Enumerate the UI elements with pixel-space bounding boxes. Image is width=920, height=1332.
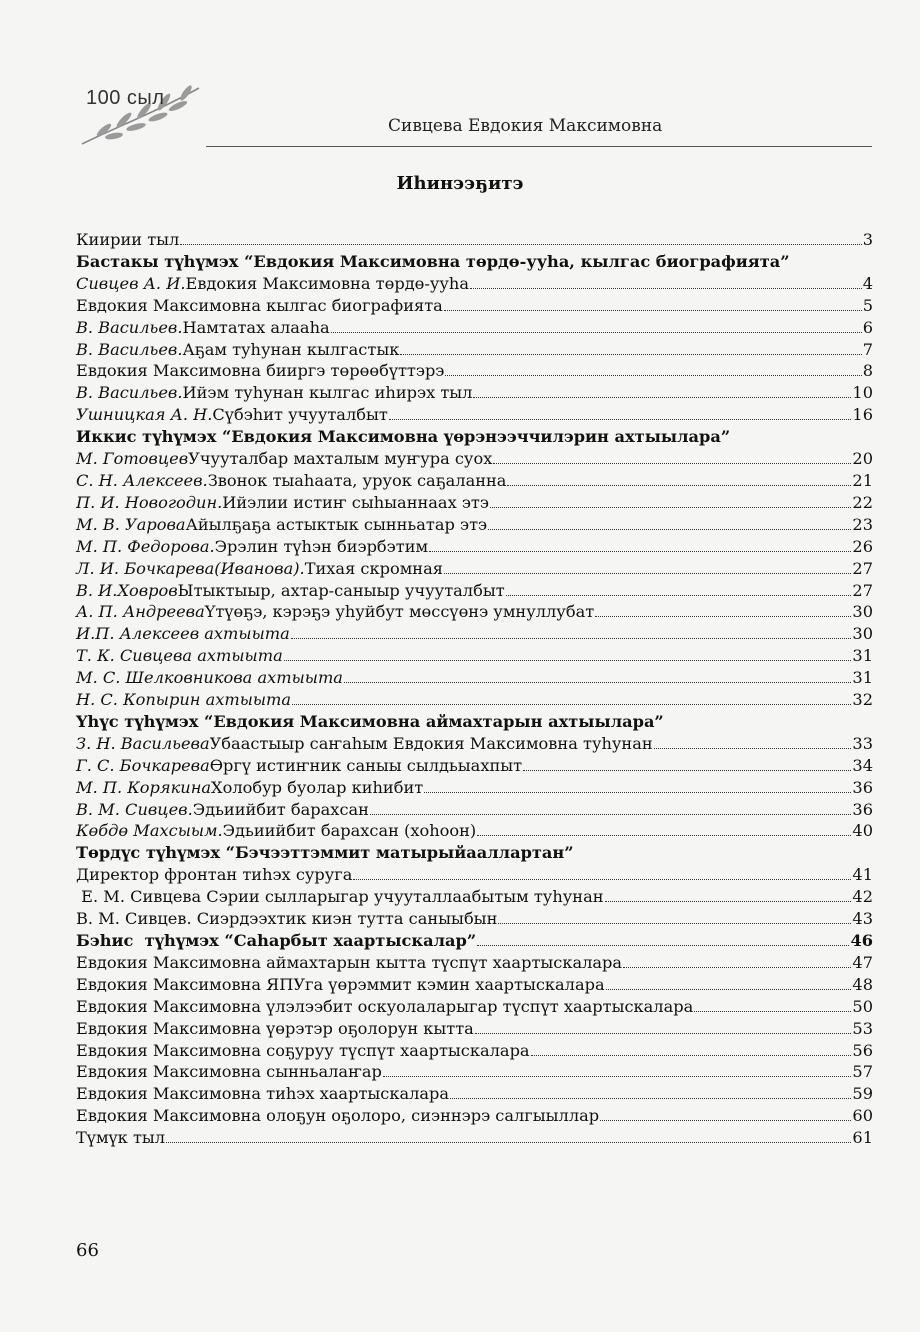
toc-entry-author: Л. И. Бочкарева(Иванова).	[76, 558, 305, 578]
dot-leader	[353, 879, 851, 880]
dot-leader	[506, 595, 852, 596]
toc-entry-author: С. Н. Алексеев.	[76, 470, 208, 490]
dot-leader	[344, 682, 851, 683]
dot-leader	[498, 923, 851, 924]
toc-section-heading: Иккис түһүмэх “Евдокия Максимовна үөрэнээччилэрин ахтыылара”	[76, 427, 731, 447]
toc-entry-page: 41	[852, 865, 873, 885]
dot-leader	[444, 573, 851, 574]
toc-entry-title: Үтүөҕэ, кэрэҕэ уһуйбут мөссүөнэ умнуллубат	[204, 602, 595, 622]
dot-leader	[424, 792, 851, 793]
toc-entry-author: В. Васильев.	[76, 317, 183, 337]
toc-entry[interactable]	[76, 974, 873, 996]
dot-leader	[166, 1142, 851, 1143]
toc-entry-title: Евдокия Максимовна сынньалаҥар	[76, 1062, 382, 1082]
toc-entry[interactable]	[76, 317, 873, 339]
toc-entry-page: 4	[862, 273, 873, 293]
dot-leader	[477, 945, 849, 946]
toc-section-heading: Бастакы түһүмэх “Евдокия Максимовна төрдө-ууһа, кылгас биографията”	[76, 251, 790, 271]
toc-entry-title: Евдокия Максимовна соҕуруу түспүт хаартыскалара	[76, 1040, 530, 1060]
toc-entry-author: Т. К. Сивцева ахтыыта	[76, 646, 283, 666]
dot-leader	[450, 1098, 851, 1099]
page-title: Иһинээҕитэ	[396, 173, 524, 194]
toc-entry-author: А. П. Андреева	[76, 602, 205, 622]
dot-leader	[694, 1011, 851, 1012]
toc-entry[interactable]	[76, 645, 873, 667]
toc-entry[interactable]	[76, 360, 873, 382]
toc-entry-page: 60	[852, 1106, 873, 1126]
toc-entry-page: 34	[852, 755, 873, 775]
toc-entry-page: 36	[852, 777, 873, 797]
toc-entry[interactable]	[76, 580, 873, 602]
toc-entry[interactable]	[76, 908, 873, 930]
dot-leader	[370, 814, 851, 815]
dot-leader	[493, 463, 851, 464]
toc-entry[interactable]	[76, 470, 873, 492]
toc-entry[interactable]	[76, 558, 873, 580]
toc-entry-page: 48	[852, 974, 873, 994]
toc-entry-page: 20	[852, 449, 873, 469]
toc-entry-title: Бэһис түһүмэх “Саһарбыт хаартыскалар”	[76, 931, 477, 950]
dot-leader	[477, 835, 851, 836]
dot-leader	[383, 1076, 852, 1077]
toc-entry-title: Тихая скромная	[304, 558, 443, 578]
dot-leader	[445, 375, 861, 376]
toc-entry-page: 3	[862, 230, 873, 249]
toc-entry[interactable]	[76, 1127, 873, 1149]
toc-entry-title: Звонок тыаһаата, уруок саҕаланна	[207, 470, 507, 490]
toc-entry-page: 8	[862, 361, 873, 381]
toc-entry-page: 32	[852, 690, 873, 710]
toc-entry-author: З. Н. Васильева	[76, 733, 210, 753]
toc-entry-page: 27	[852, 558, 873, 578]
dot-leader	[389, 419, 852, 420]
toc-entry-page: 40	[852, 821, 873, 841]
toc-entry-title: Ийэлии истиҥ сыһыаннаах этэ	[222, 492, 489, 512]
toc-entry[interactable]	[76, 733, 873, 755]
toc-entry-page: 31	[852, 668, 873, 688]
toc-entry-page: 31	[852, 646, 873, 666]
toc-entry-title: Евдокия Максимовна бииргэ төрөөбүттэрэ	[76, 361, 445, 381]
toc-entry-title: Евдокия Максимовна үөрэтэр оҕолорун кытта	[76, 1018, 474, 1038]
logo-text: 100 сыл	[86, 87, 165, 109]
toc-entry-page: 53	[852, 1018, 873, 1038]
toc-entry-page: 42	[852, 887, 873, 907]
toc-entry-page: 57	[852, 1062, 873, 1082]
dot-leader	[654, 748, 852, 749]
toc-entry-title: Евдокия Максимовна тиһэх хаартыскалара	[76, 1084, 450, 1104]
toc-entry[interactable]	[76, 492, 873, 514]
toc-entry-title: Холобур буолар киһибит	[211, 777, 424, 797]
toc-entry[interactable]	[76, 382, 873, 404]
toc-entry[interactable]	[76, 295, 873, 317]
toc-entry[interactable]	[76, 1105, 873, 1127]
toc-entry[interactable]	[76, 339, 873, 361]
toc-entry-title: Сүбэһит учууталбыт	[212, 405, 388, 425]
toc-entry[interactable]	[76, 886, 873, 908]
dot-leader	[531, 1055, 852, 1056]
dot-leader	[488, 529, 851, 530]
toc-entry-title: Эдьиийбит барахсан (хоһоон)	[222, 821, 477, 841]
dot-leader	[292, 704, 851, 705]
dot-leader	[429, 551, 851, 552]
toc-entry-page: 50	[852, 996, 873, 1016]
dot-leader	[606, 989, 852, 990]
dot-leader	[444, 310, 862, 311]
toc-entry-title: Эдьиийбит барахсан	[192, 799, 369, 819]
dot-leader	[291, 638, 852, 639]
toc-entry-title: Киирии тыл	[76, 230, 180, 249]
header-logo	[74, 78, 214, 148]
toc-entry-page: 46	[850, 931, 873, 950]
dot-leader	[470, 288, 862, 289]
toc-entry-title: Өргү истиҥник саныы сылдьыахпыт	[209, 755, 523, 775]
toc-entry-page: 36	[852, 799, 873, 819]
dot-leader	[473, 397, 851, 398]
toc-entry[interactable]	[76, 952, 873, 974]
toc-entry-page: 43	[852, 909, 873, 929]
dot-leader	[400, 354, 861, 355]
toc-entry-page: 5	[862, 295, 873, 315]
toc-entry-author: М. Готовцев	[76, 449, 189, 469]
toc-entry[interactable]	[76, 623, 873, 645]
toc-entry-author: Ушницкая А. Н.	[76, 405, 213, 425]
toc-entry-title: Е. М. Сивцева Сэрии сылларыгар учууталлаабытым туһунан	[76, 887, 604, 907]
toc-entry-title: Евдокия Максимовна аймахтарын кытта түспүт хаартыскалара	[76, 952, 623, 972]
dot-leader	[180, 244, 861, 245]
toc-entry[interactable]	[76, 514, 873, 536]
toc-section-heading: Төрдүс түһүмэх “Бэчээттэммит матырыйааллартан”	[76, 843, 574, 863]
toc-entry-title: Түмүк тыл	[76, 1128, 166, 1148]
toc-entry-page: 47	[852, 952, 873, 972]
toc-entry-author: М. П. Федорова.	[76, 536, 215, 556]
toc-entry-title: Евдокия Максимовна кылгас биографията	[76, 295, 443, 315]
toc-entry[interactable]	[76, 689, 873, 711]
toc-entry[interactable]	[76, 820, 873, 842]
toc-entry[interactable]	[76, 1040, 873, 1062]
toc-section-heading: Үһүс түһүмэх “Евдокия Максимовна аймахтарын ахтыылара”	[76, 711, 664, 731]
toc-entry-page: 7	[862, 339, 873, 359]
toc-entry[interactable]	[76, 799, 873, 821]
header-author: Сивцева Евдокия Максимовна	[388, 116, 663, 136]
toc-entry-author: М. П. Корякина	[76, 777, 212, 797]
page-number: 66	[76, 1240, 99, 1261]
dot-leader	[600, 1120, 851, 1121]
toc-entry[interactable]	[76, 930, 873, 952]
toc-entry[interactable]	[76, 601, 873, 623]
toc-entry-title: Айылҕаҕа астыктык сынньатар этэ	[185, 514, 488, 534]
toc-entry-page: 56	[852, 1040, 873, 1060]
dot-leader	[595, 616, 851, 617]
toc-entry-title: Убаастыыр саҥаһым Евдокия Максимовна туһунан	[209, 733, 653, 753]
toc-entry-page: 61	[852, 1128, 873, 1148]
toc-entry[interactable]	[76, 667, 873, 689]
toc-entry-title: Евдокия Максимовна ЯПУга үөрэммит кэмин хаартыскалара	[76, 974, 605, 994]
toc-entry-page: 10	[852, 383, 873, 403]
header-divider	[206, 146, 872, 147]
toc-entry-page: 16	[852, 405, 873, 425]
toc-entry-page: 22	[852, 492, 873, 512]
dot-leader	[475, 1033, 852, 1034]
dot-leader	[605, 901, 852, 902]
toc-entry[interactable]	[76, 536, 873, 558]
toc-entry-title: Эрэлин түһэн биэрбэтим	[214, 536, 429, 556]
toc-entry-author: В. Васильев.	[76, 383, 183, 403]
toc-entry[interactable]	[76, 777, 873, 799]
toc-entry-author: Көбдө Махсыым.	[76, 821, 223, 841]
toc-entry[interactable]	[76, 755, 873, 777]
dot-leader	[490, 507, 851, 508]
toc-entry-author: Г. С. Бочкарева	[76, 755, 210, 775]
toc-entry-title: В. М. Сивцев. Сиэрдээхтик киэн тутта саныыбын	[76, 909, 498, 929]
toc-entry[interactable]	[76, 996, 873, 1018]
toc-entry-page: 27	[852, 580, 873, 600]
toc-entry[interactable]	[76, 404, 873, 426]
toc-entry-page: 30	[852, 624, 873, 644]
toc-entry-title: Директор фронтан тиһэх суруга	[76, 865, 353, 885]
toc-entry-title: Евдокия Максимовна төрдө-ууһа	[185, 273, 470, 293]
toc-entry-author: В. И.Ховров	[76, 580, 178, 600]
toc-entry[interactable]	[76, 229, 873, 251]
toc-entry[interactable]	[76, 273, 873, 295]
toc-entry-page: 59	[852, 1084, 873, 1104]
toc-entry[interactable]	[76, 1018, 873, 1040]
toc-entry-page: 30	[852, 602, 873, 622]
dot-leader	[523, 770, 851, 771]
toc-entry-title: Евдокия Максимовна үлэлээбит оскуолаларыгар түспүт хаартыскалара	[76, 996, 694, 1016]
toc-entry[interactable]	[76, 1061, 873, 1083]
toc-entry-title: Ийэм туһунан кылгас иһирэх тыл	[182, 383, 473, 403]
toc-entry-author: И.П. Алексеев ахтыыта	[76, 624, 290, 644]
toc-entry-title: Ытыктыыр, ахтар-саныыр учууталбыт	[177, 580, 505, 600]
toc-entry-page: 21	[852, 470, 873, 490]
toc-entry-author: В. Васильев.	[76, 339, 183, 359]
toc-entry-page: 6	[862, 317, 873, 337]
toc-entry-page: 33	[852, 733, 873, 753]
toc-entry-title: Намтатах алааһа	[182, 317, 330, 337]
toc-entry-author: М. С. Шелковникова ахтыыта	[76, 668, 343, 688]
dot-leader	[331, 332, 862, 333]
toc-entry[interactable]	[76, 448, 873, 470]
toc-entry[interactable]	[76, 1083, 873, 1105]
toc-entry-author: Н. С. Копырин ахтыыта	[76, 690, 292, 710]
toc-entry-page: 26	[852, 536, 873, 556]
dot-leader	[284, 660, 852, 661]
toc-entry-page: 23	[852, 514, 873, 534]
toc-entry-author: Сивцев А. И.	[76, 273, 186, 293]
dot-leader	[507, 485, 851, 486]
toc-entry-author: П. И. Новогодин.	[76, 492, 223, 512]
toc-entry-author: В. М. Сивцев.	[76, 799, 193, 819]
toc-entry-title: Учууталбар махталым муҥура суох	[188, 449, 493, 469]
toc-entry[interactable]	[76, 864, 873, 886]
toc-entry-author: М. В. Уарова	[76, 514, 186, 534]
toc-entry-title: Аҕам туһунан кылгастык	[182, 339, 400, 359]
toc-entry-title: Евдокия Максимовна олоҕун оҕолоро, сиэннэрэ салгыыллар	[76, 1106, 600, 1126]
dot-leader	[623, 967, 851, 968]
table-of-contents	[76, 229, 873, 1149]
